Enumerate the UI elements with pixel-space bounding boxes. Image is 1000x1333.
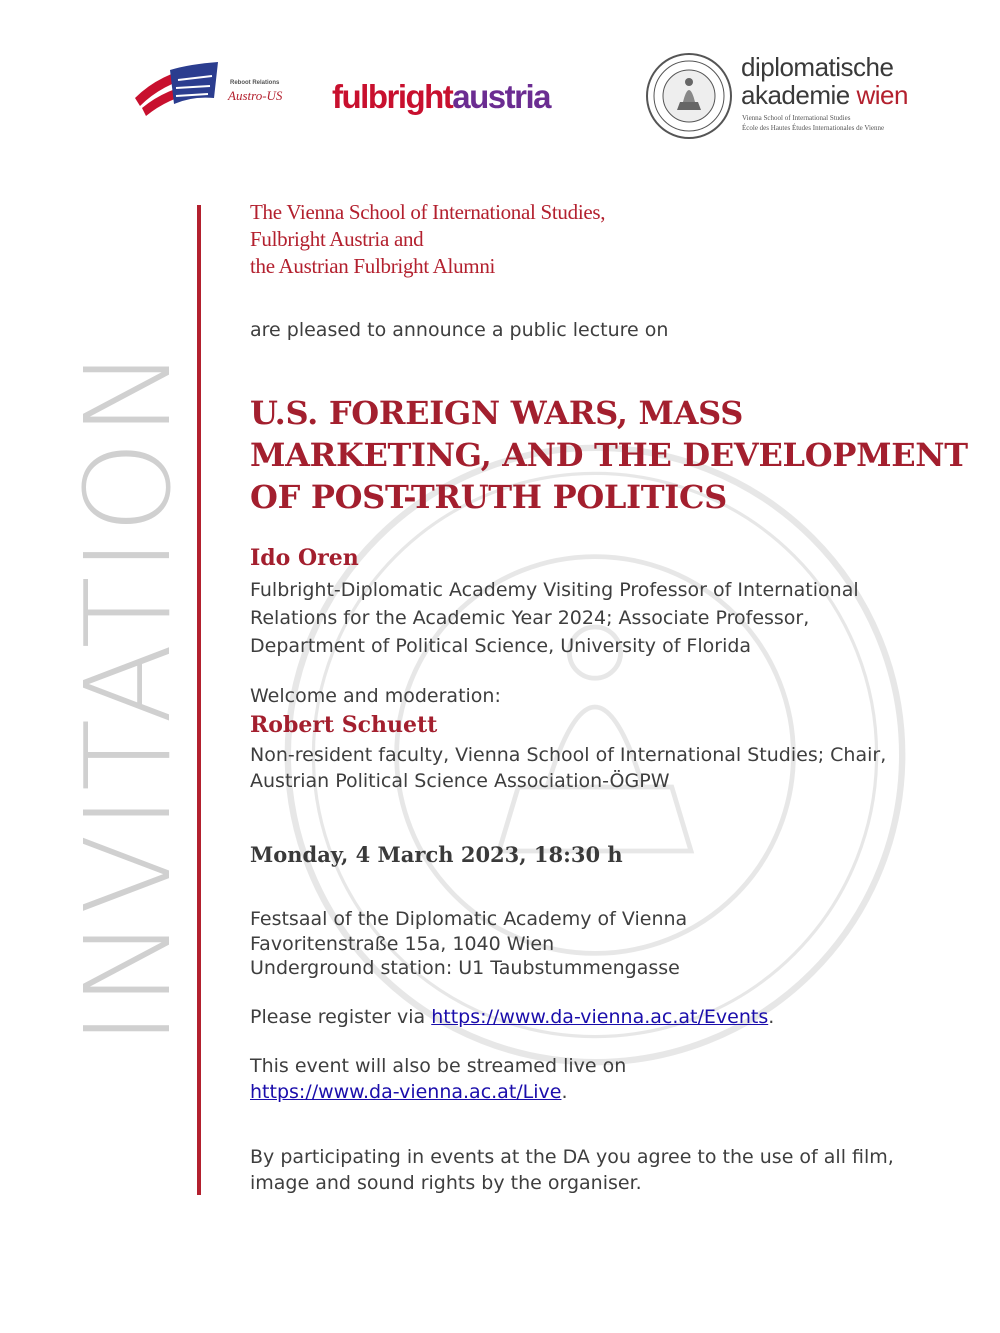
register-prefix: Please register via bbox=[250, 1006, 432, 1028]
austro-us-small-text: Reboot Relations bbox=[230, 80, 280, 86]
consent-line: image and sound rights by the organiser. bbox=[250, 1172, 642, 1194]
stream-link-line bbox=[250, 1079, 626, 1105]
da-seal-icon bbox=[645, 52, 733, 140]
da-word-akademie-wien bbox=[741, 80, 908, 111]
moderator-bio bbox=[250, 742, 886, 794]
consent-notice bbox=[250, 1144, 894, 1196]
diplomatische-akademie-logo bbox=[645, 52, 935, 142]
lecture-title bbox=[250, 392, 990, 518]
austria-word: austria bbox=[452, 78, 551, 115]
stream-block bbox=[250, 1053, 626, 1105]
host-line: The Vienna School of International Studies, bbox=[250, 200, 606, 224]
flag-swoosh-icon bbox=[130, 58, 225, 128]
moderator-name: Robert Schuett bbox=[250, 712, 438, 738]
announce-text: are pleased to announce a public lecture on bbox=[250, 319, 669, 341]
host-line: the Austrian Fulbright Alumni bbox=[250, 254, 496, 278]
title-line: OF POST-TRUTH POLITICS bbox=[250, 478, 727, 516]
venue-block bbox=[250, 907, 687, 981]
register-suffix: . bbox=[768, 1006, 775, 1028]
da-subtitle-fr: École des Hautes Études Internationales de Vienne bbox=[742, 124, 885, 132]
speaker-bio-line: Relations for the Academic Year 2024; Associate Professor, bbox=[250, 607, 810, 629]
host-line: Fulbright Austria and bbox=[250, 227, 424, 251]
speaker-bio-line: Department of Political Science, University of Florida bbox=[250, 635, 752, 657]
speaker-bio bbox=[250, 576, 859, 660]
stream-suffix: . bbox=[561, 1081, 568, 1103]
da-word-akademie: akademie bbox=[741, 80, 850, 110]
da-word-wien: wien bbox=[856, 80, 908, 110]
event-date: Monday, 4 March 2023, 18:30 h bbox=[250, 842, 623, 867]
moderator-bio-line: Austrian Political Science Association-ÖGPW bbox=[250, 770, 670, 792]
speaker-name: Ido Oren bbox=[250, 545, 359, 571]
venue-line: Favoritenstraße 15a, 1040 Wien bbox=[250, 932, 555, 955]
venue-line: Festsaal of the Diplomatic Academy of Vienna bbox=[250, 908, 688, 930]
fulbright-word: fulbright bbox=[332, 78, 453, 115]
consent-line: By participating in events at the DA you agree to the use of all film, bbox=[250, 1146, 894, 1168]
fulbright-austria-logo bbox=[332, 78, 550, 116]
stream-link[interactable]: https://www.da-vienna.ac.at/Live bbox=[250, 1081, 562, 1103]
moderator-bio-line: Non-resident faculty, Vienna School of International Studies; Chair, bbox=[250, 744, 887, 766]
stream-text: This event will also be streamed live on bbox=[250, 1055, 627, 1077]
da-word-diplomatische: diplomatische bbox=[741, 52, 894, 82]
speaker-bio-line: Fulbright-Diplomatic Academy Visiting Professor of International bbox=[250, 579, 859, 601]
register-line bbox=[250, 1004, 774, 1030]
register-link[interactable]: https://www.da-vienna.ac.at/Events bbox=[431, 1006, 769, 1028]
da-subtitle-en: Vienna School of International Studies bbox=[742, 114, 851, 122]
moderation-label: Welcome and moderation: bbox=[250, 685, 501, 707]
title-line: MARKETING, AND THE DEVELOPMENT bbox=[250, 436, 968, 474]
austro-us-logo bbox=[130, 58, 300, 128]
accent-bar bbox=[197, 205, 201, 1195]
austro-us-text: Austro-US bbox=[228, 88, 283, 103]
hosts-block bbox=[250, 199, 605, 280]
invitation-side-label: INVITATION bbox=[59, 344, 197, 1046]
venue-line: Underground station: U1 Taubstummengasse bbox=[250, 957, 680, 979]
title-line: U.S. FOREIGN WARS, MASS bbox=[250, 394, 744, 432]
